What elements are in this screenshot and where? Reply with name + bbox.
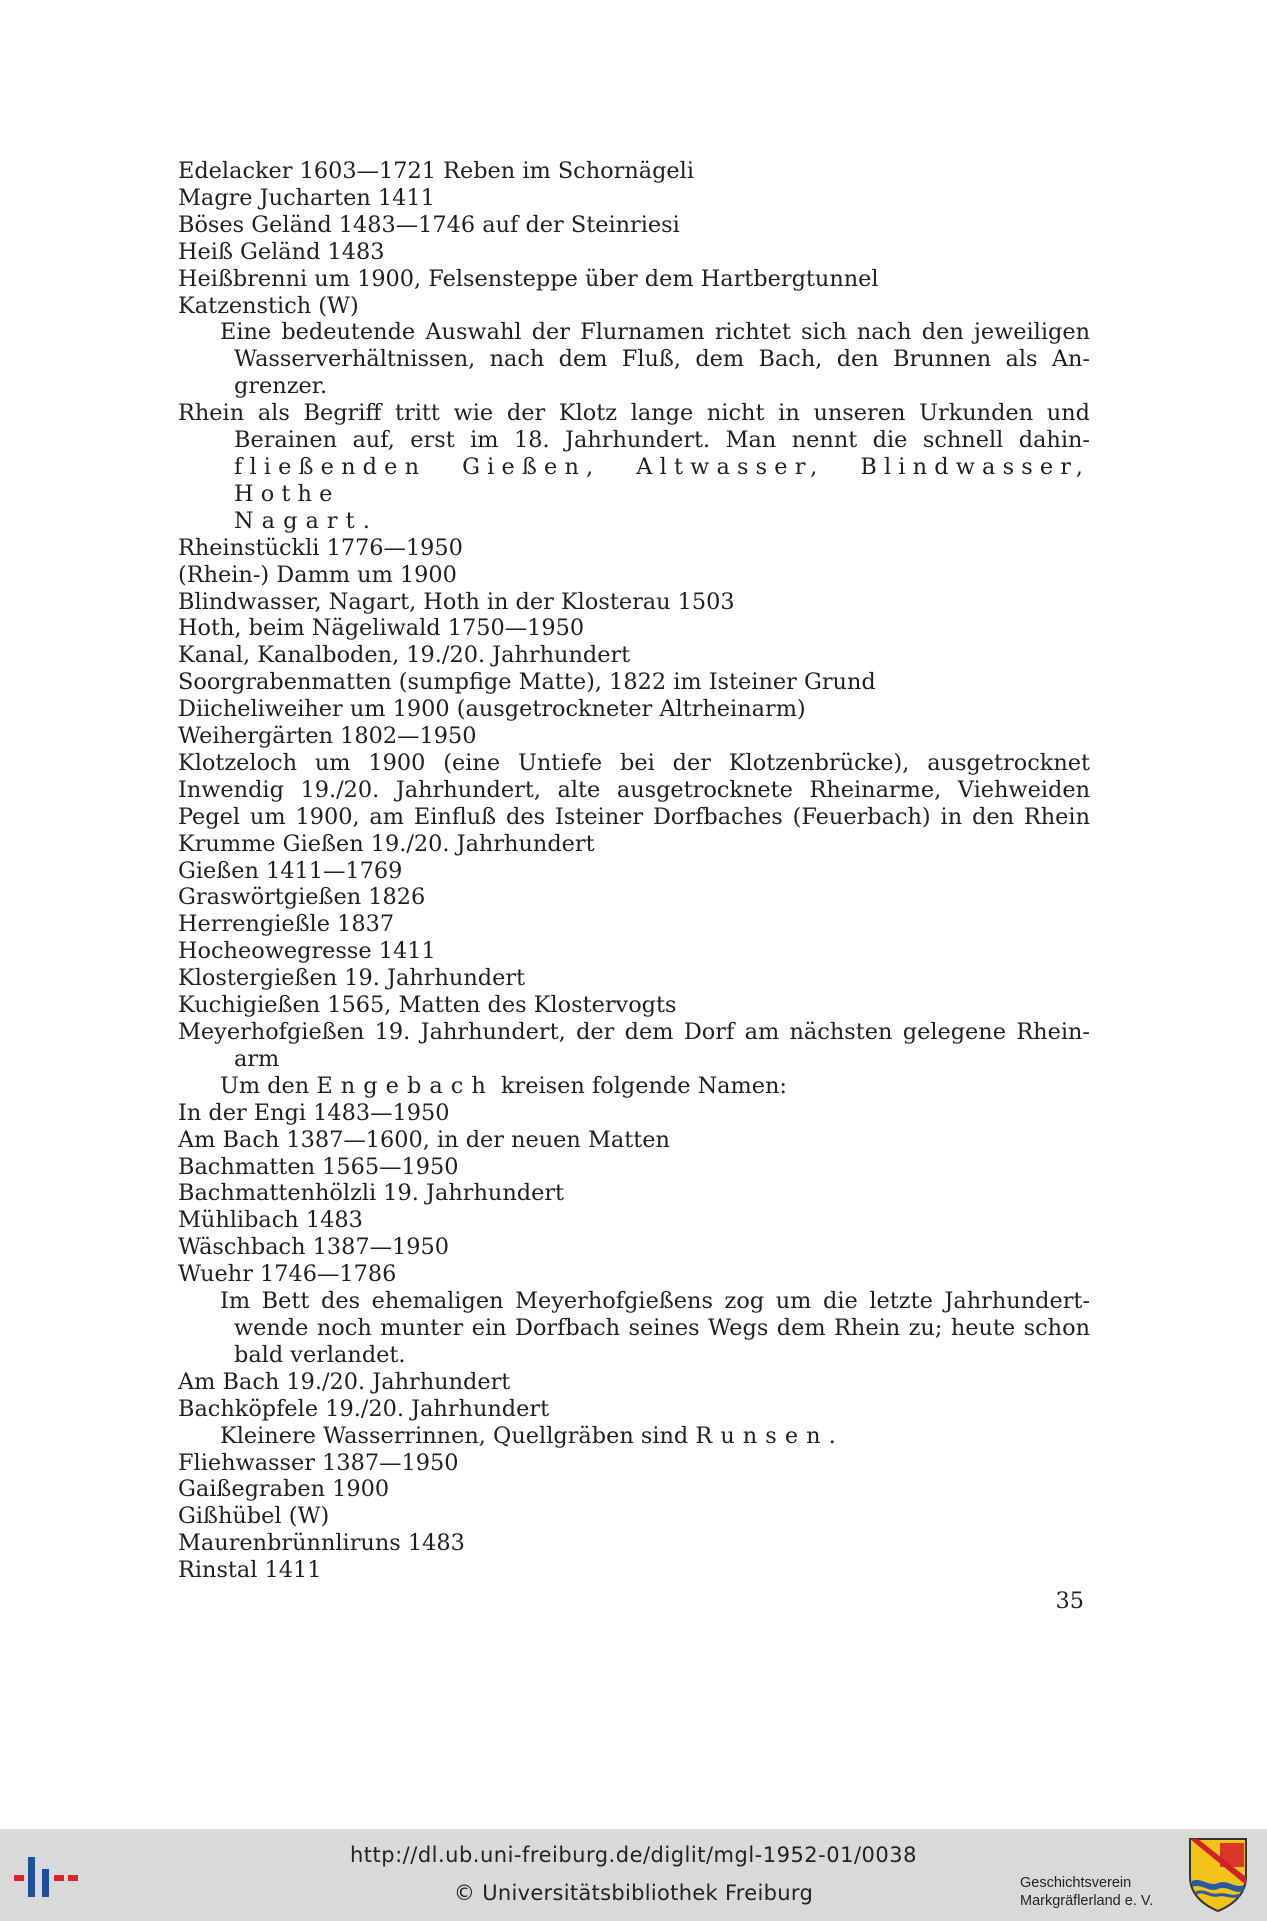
text-line: Klotzeloch um 1900 (eine Untiefe bei der Klotzenbrücke), ausgetrocknet (178, 749, 1090, 776)
text-line: Gaißegraben 1900 (178, 1476, 390, 1503)
text-line: wende noch munter ein Dorfbach seines Wegs dem Rhein zu; heute schon (234, 1314, 1090, 1341)
text-line: Bachmatten 1565—1950 (178, 1153, 459, 1180)
text-line: Herrengießle 1837 (178, 911, 395, 938)
text-line: Bachköpfele 19./20. Jahrhundert (178, 1395, 550, 1422)
text-line: Klostergießen 19. Jahrhundert (178, 965, 526, 992)
text-line: Fliehwasser 1387—1950 (178, 1449, 459, 1476)
text-line: Wasserverhältnissen, nach dem Fluß, dem Bach, den Brunnen als An- (234, 346, 1090, 373)
text-line: Hocheowegresse 1411 (178, 938, 436, 965)
text-line: Blindwasser, Nagart, Hoth in der Klosterau 1503 (178, 588, 735, 615)
text-line: arm (234, 1045, 280, 1072)
text-line: Rheinstückli 1776—1950 (178, 534, 463, 561)
text-line: Edelacker 1603—1721 Reben im Schornägeli (178, 158, 694, 184)
society-name-line1: Geschichtsverein (1020, 1875, 1132, 1891)
text-emphasis: Engebach (316, 1072, 494, 1099)
text-line: Weihergärten 1802—1950 (178, 723, 477, 750)
text-line: Magre Jucharten 1411 (178, 184, 435, 211)
text-line: Wäschbach 1387—1950 (178, 1234, 449, 1261)
text-line: (Rhein-) Damm um 1900 (178, 561, 457, 588)
coat-of-arms-icon (1188, 1837, 1248, 1913)
text-line: Bachmattenhölzli 19. Jahrhundert (178, 1180, 565, 1207)
text-line: Meyerhofgießen 19. Jahrhundert, der dem Dorf am nächsten gelegene Rhein- (178, 1019, 1090, 1045)
text-line: In der Engi 1483—1950 (178, 1099, 450, 1126)
text-line (178, 1073, 1090, 1100)
text-line: Böses Geländ 1483—1746 auf der Steinriesi (178, 211, 680, 238)
text-line (178, 1423, 1090, 1450)
society-name (1020, 1874, 1200, 1910)
text-line: Rhein als Begriff tritt wie der Klotz lange nicht in unseren Urkunden und (178, 400, 1090, 427)
text-line: Heißbrenni um 1900, Felsensteppe über dem Hartbergtunnel (178, 265, 879, 292)
page-text (178, 158, 1090, 1584)
text-line: Wuehr 1746—1786 (178, 1261, 397, 1288)
text-line: Maurenbrünnliruns 1483 (178, 1530, 465, 1557)
text-line: Im Bett des ehemaligen Meyerhofgießens zog um die letzte Jahrhundert- (220, 1288, 1090, 1315)
society-name-line2: Markgräflerland e. V. (1020, 1893, 1154, 1909)
text-line: Rinstal 1411 (178, 1557, 322, 1584)
text-fragment: kreisen folgende Namen: (493, 1072, 787, 1099)
text-line: Am Bach 1387—1600, in der neuen Matten (178, 1126, 670, 1153)
text-line: Katzenstich (W) (178, 292, 359, 319)
text-line: Pegel um 1900, am Einfluß des Isteiner Dorfbaches (Feuerbach) in den Rhein (178, 803, 1090, 830)
text-line: Krumme Gießen 19./20. Jahrhundert (178, 830, 595, 857)
text-line: Diicheliweiher um 1900 (ausgetrockneter Altrheinarm) (178, 696, 806, 723)
copyright-text: © Universitätsbibliothek Freiburg (453, 1881, 814, 1905)
page-number: 35 (1055, 1588, 1084, 1614)
text-line: fließenden Gießen, Altwasser, Blindwasser, Hothe (234, 453, 1090, 507)
text-line: Soorgrabenmatten (sumpfige Matte), 1822 im Isteiner Grund (178, 669, 876, 696)
text-line: Kanal, Kanalboden, 19./20. Jahrhundert (178, 642, 631, 669)
text-line: Kuchigießen 1565, Matten des Klostervogts (178, 992, 677, 1019)
text-line: Gißhübel (W) (178, 1503, 330, 1530)
text-line: grenzer. (234, 373, 328, 400)
text-line: Inwendig 19./20. Jahrhundert, alte ausgetrocknete Rheinarme, Viehweiden (178, 776, 1090, 803)
text-line: Gießen 1411—1769 (178, 857, 403, 884)
text-line: Am Bach 19./20. Jahrhundert (178, 1368, 511, 1395)
text-emphasis: Runsen. (695, 1422, 844, 1449)
document-url-link[interactable]: http://dl.ub.uni-freiburg.de/diglit/mgl-1952-01/0038 (349, 1843, 917, 1867)
text-fragment: Kleinere Wasserrinnen, Quellgräben sind (220, 1422, 696, 1449)
text-line: Heiß Geländ 1483 (178, 238, 385, 265)
text-line: Berainen auf, erst im 18. Jahrhundert. Man nennt die schnell dahin- (234, 427, 1090, 454)
footer-bar (0, 1829, 1267, 1921)
text-line: Hoth, beim Nägeliwald 1750—1950 (178, 615, 585, 642)
text-line: Eine bedeutende Auswahl der Flurnamen richtet sich nach den jeweiligen (220, 319, 1090, 346)
text-line: Mühlibach 1483 (178, 1207, 363, 1234)
text-line: Nagart. (234, 507, 378, 534)
text-line: Graswörtgießen 1826 (178, 884, 426, 911)
text-line: bald verlandet. (234, 1341, 406, 1368)
text-fragment: Um den (220, 1072, 317, 1099)
